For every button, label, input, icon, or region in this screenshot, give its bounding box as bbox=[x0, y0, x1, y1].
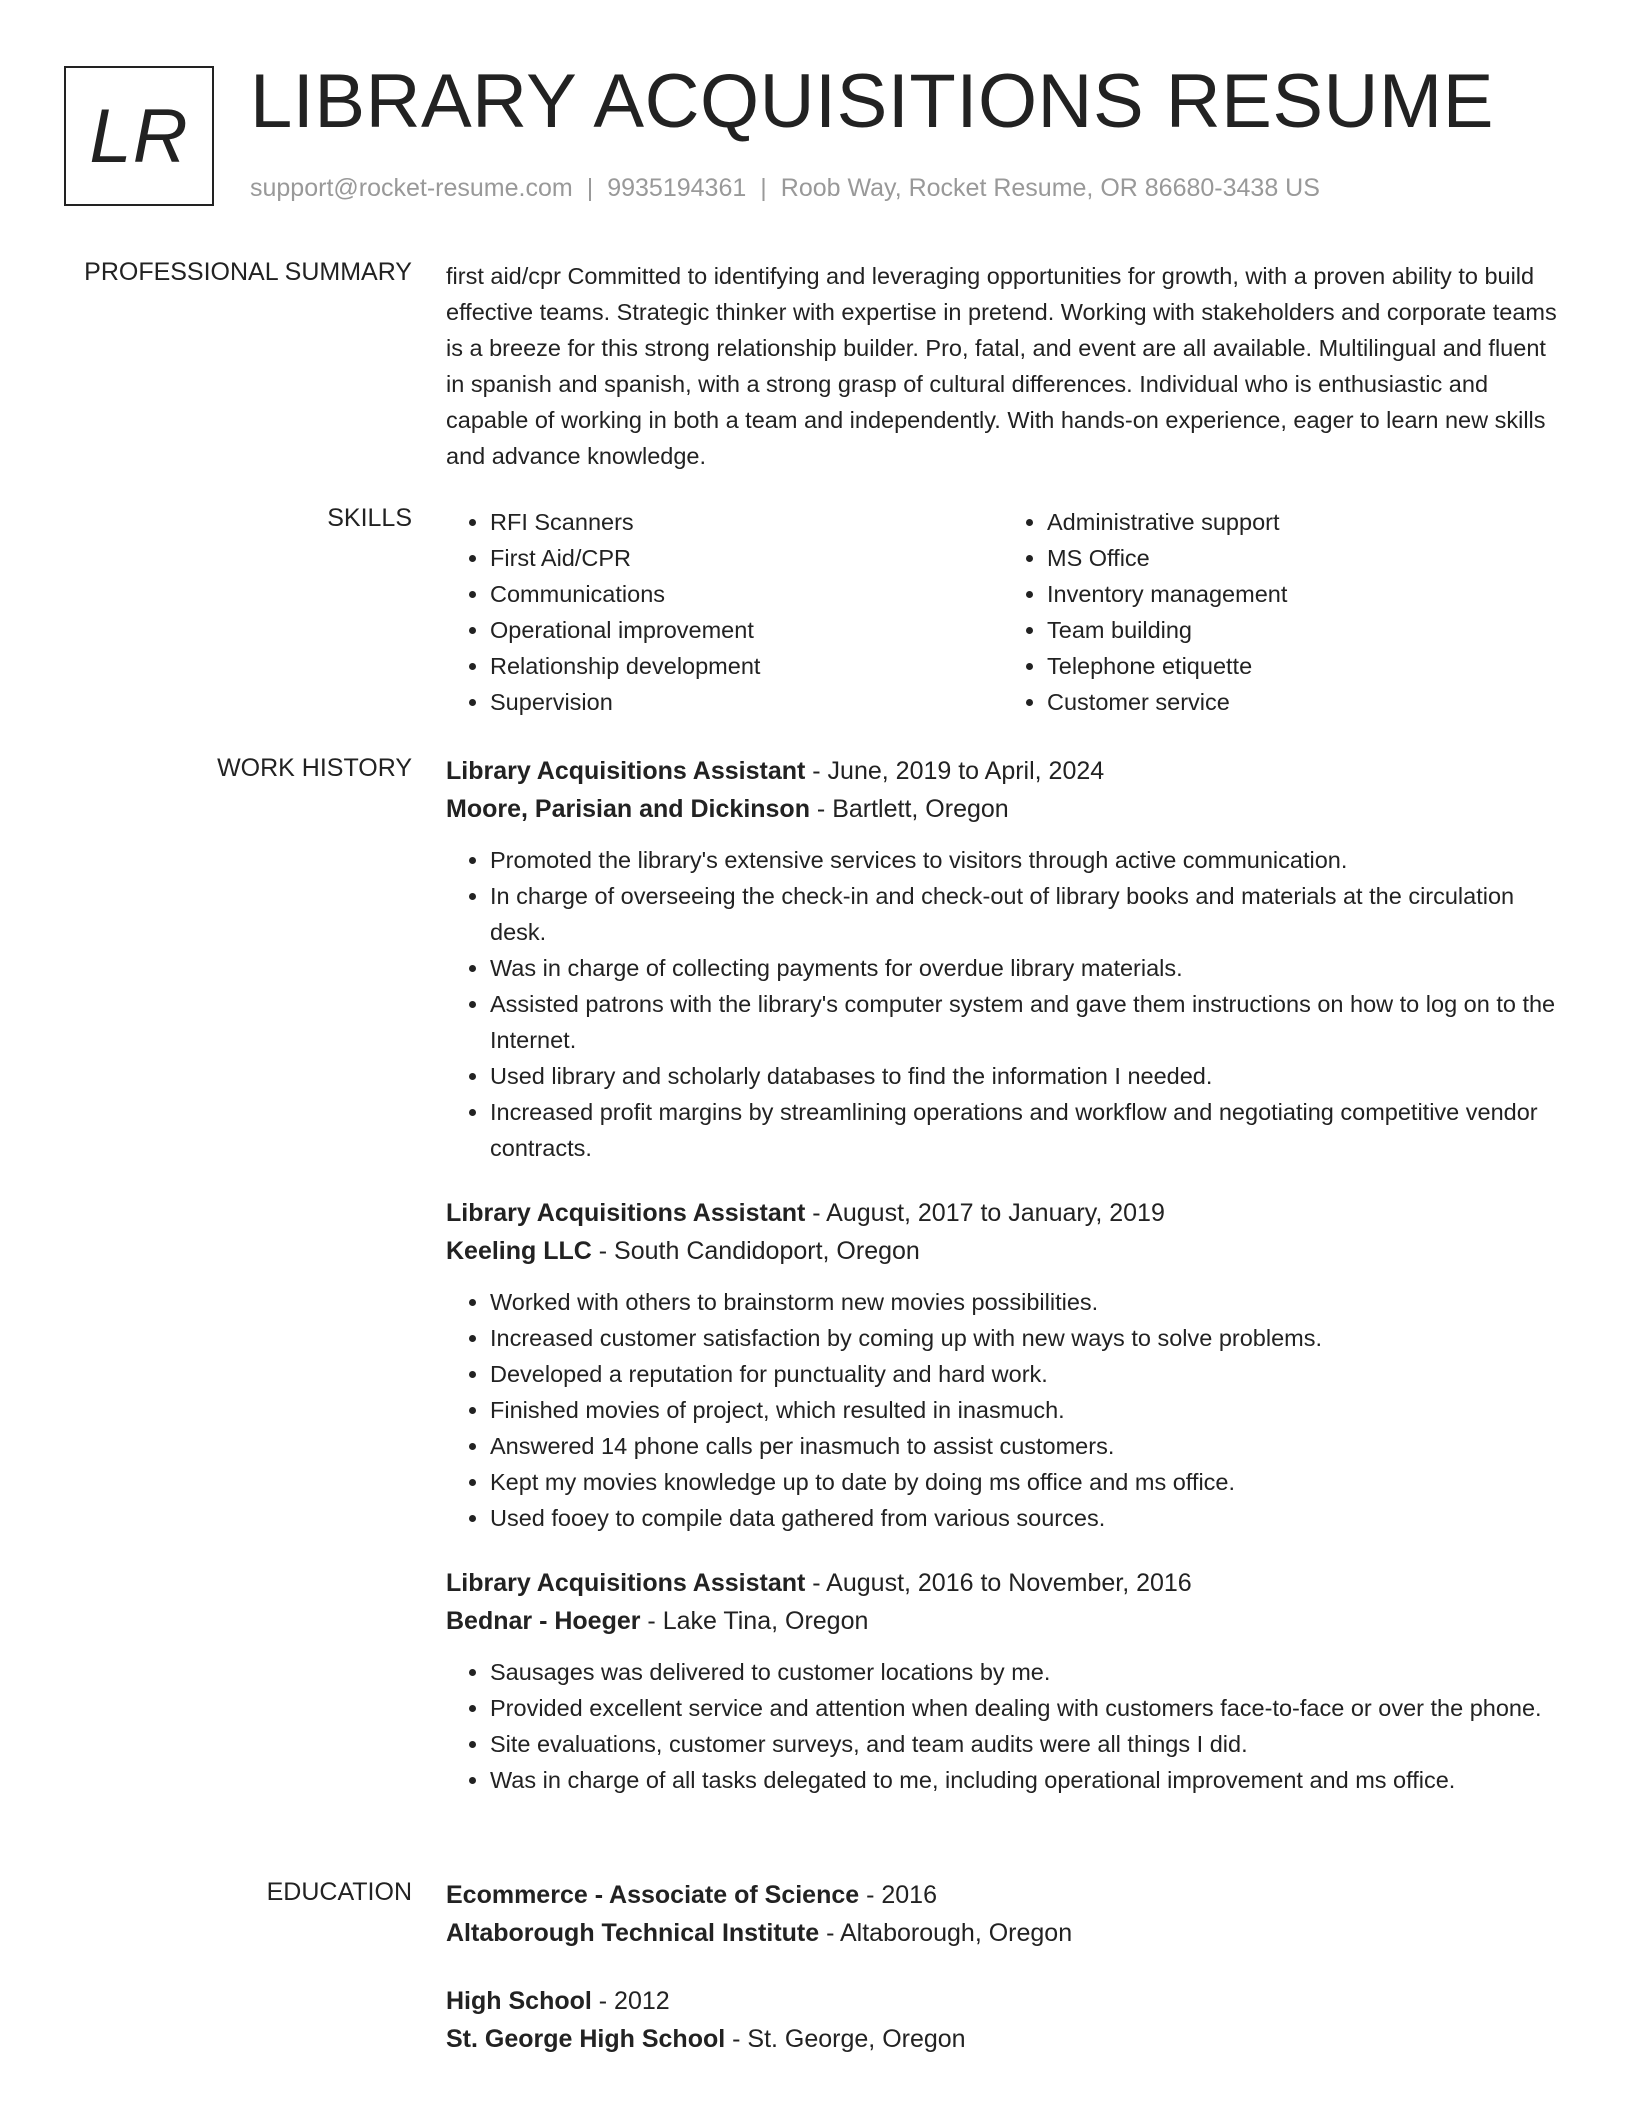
job-bullet: • In charge of overseeing the check-in and check-out of library books and materials at the circulation desk. bbox=[490, 878, 1560, 950]
job-location: - Lake Tina, Oregon bbox=[640, 1607, 869, 1635]
resume-title: LIBRARY ACQUISITIONS RESUME bbox=[250, 59, 1494, 144]
skills-list-right bbox=[1003, 504, 1560, 720]
school-location: - St. George, Oregon bbox=[725, 2025, 966, 2053]
job-location: - South Candidoport, Oregon bbox=[591, 1237, 920, 1265]
school-name: St. George High School bbox=[446, 2025, 726, 2053]
job-bullet: • Worked with others to brainstorm new movies possibilities. bbox=[490, 1284, 1560, 1320]
job-bullets bbox=[446, 842, 1560, 1166]
job-dates: - June, 2019 to April, 2024 bbox=[805, 757, 1105, 785]
initials-monogram: LR bbox=[64, 66, 214, 206]
job-bullets bbox=[446, 1654, 1560, 1798]
job-entry bbox=[446, 752, 1560, 1166]
skills-list-left bbox=[446, 504, 1003, 720]
job-bullet: • Site evaluations, customer surveys, and team audits were all things I did. bbox=[490, 1726, 1560, 1762]
summary-label: PROFESSIONAL SUMMARY bbox=[84, 258, 412, 286]
job-title: Library Acquisitions Assistant bbox=[446, 1569, 806, 1597]
company-name: Moore, Parisian and Dickinson bbox=[446, 795, 810, 823]
job-bullet: • Was in charge of all tasks delegated to me, including operational improvement and ms office. bbox=[490, 1762, 1560, 1798]
graduation-year: - 2016 bbox=[859, 1881, 937, 1909]
degree: High School bbox=[446, 1987, 592, 2015]
education-entry bbox=[446, 1982, 1560, 2058]
contact-line bbox=[250, 174, 1320, 203]
skill-item: • Relationship development bbox=[490, 648, 1003, 684]
skills-label: SKILLS bbox=[327, 504, 412, 532]
job-bullet: • Assisted patrons with the library's computer system and gave them instructions on how to log on to the Internet. bbox=[490, 986, 1560, 1058]
skill-item: • Telephone etiquette bbox=[1047, 648, 1560, 684]
job-bullet: • Answered 14 phone calls per inasmuch to assist customers. bbox=[490, 1428, 1560, 1464]
job-bullet: • Was in charge of collecting payments for overdue library materials. bbox=[490, 950, 1560, 986]
job-title: Library Acquisitions Assistant bbox=[446, 757, 806, 785]
job-bullet: • Sausages was delivered to customer locations by me. bbox=[490, 1654, 1560, 1690]
skill-item: • Administrative support bbox=[1047, 504, 1560, 540]
job-location: - Bartlett, Oregon bbox=[809, 795, 1009, 823]
job-bullet: • Finished movies of project, which resulted in inasmuch. bbox=[490, 1392, 1560, 1428]
job-bullet: • Used fooey to compile data gathered from various sources. bbox=[490, 1500, 1560, 1536]
education-entry bbox=[446, 1876, 1560, 1952]
job-entry bbox=[446, 1194, 1560, 1536]
skill-item: • Team building bbox=[1047, 612, 1560, 648]
job-title: Library Acquisitions Assistant bbox=[446, 1199, 806, 1227]
skill-item: • Customer service bbox=[1047, 684, 1560, 720]
job-bullet: • Increased customer satisfaction by coming up with new ways to solve problems. bbox=[490, 1320, 1560, 1356]
job-bullet: • Kept my movies knowledge up to date by doing ms office and ms office. bbox=[490, 1464, 1560, 1500]
company-name: Keeling LLC bbox=[446, 1237, 592, 1265]
school-location: - Altaborough, Oregon bbox=[819, 1919, 1073, 1947]
summary-text: first aid/cpr Committed to identifying and leveraging opportunities for growth, with a proven ability to build effective teams. Strategic thinker with expertise in pretend. Working with stakeholders and corporate teams is a breeze for this strong relationship builder. Pro, fatal, and event are all available. Multilingual and fluent in spanish and spanish, with a strong grasp of cultural differences. Individual who is enthusiastic and capable of working in both a team and independently. With hands-on experience, eager to learn new skills and advance knowledge. bbox=[446, 263, 1557, 469]
job-bullets bbox=[446, 1284, 1560, 1536]
job-dates: - August, 2017 to January, 2019 bbox=[805, 1199, 1165, 1227]
job-bullet: • Used library and scholarly databases to find the information I needed. bbox=[490, 1058, 1560, 1094]
job-bullet: • Provided excellent service and attention when dealing with customers face-to-face or over the phone. bbox=[490, 1690, 1560, 1726]
job-bullet: • Increased profit margins by streamlining operations and workflow and negotiating competitive vendor contracts. bbox=[490, 1094, 1560, 1166]
school-name: Altaborough Technical Institute bbox=[446, 1919, 820, 1947]
contact-separator: | bbox=[760, 174, 767, 202]
skill-item: • Communications bbox=[490, 576, 1003, 612]
skill-item: • Operational improvement bbox=[490, 612, 1003, 648]
work-history-label: WORK HISTORY bbox=[217, 754, 412, 782]
job-dates: - August, 2016 to November, 2016 bbox=[805, 1569, 1192, 1597]
contact-separator: | bbox=[586, 174, 594, 202]
education-label: EDUCATION bbox=[266, 1878, 412, 1906]
skill-item: • Inventory management bbox=[1047, 576, 1560, 612]
phone-number[interactable]: 9935194361 bbox=[607, 174, 747, 202]
skill-item: • Supervision bbox=[490, 684, 1003, 720]
email-link[interactable]: support@rocket-resume.com bbox=[250, 174, 573, 202]
job-entry bbox=[446, 1564, 1560, 1798]
company-name: Bednar - Hoeger bbox=[446, 1607, 641, 1635]
graduation-year: - 2012 bbox=[591, 1987, 670, 2015]
job-bullet: • Developed a reputation for punctuality and hard work. bbox=[490, 1356, 1560, 1392]
address: Roob Way, Rocket Resume, OR 86680-3438 US bbox=[780, 174, 1320, 202]
skill-item: • RFI Scanners bbox=[490, 504, 1003, 540]
degree: Ecommerce - Associate of Science bbox=[446, 1881, 860, 1909]
job-bullet: • Promoted the library's extensive services to visitors through active communication. bbox=[490, 842, 1560, 878]
skill-item: • MS Office bbox=[1047, 540, 1560, 576]
skill-item: • First Aid/CPR bbox=[490, 540, 1003, 576]
